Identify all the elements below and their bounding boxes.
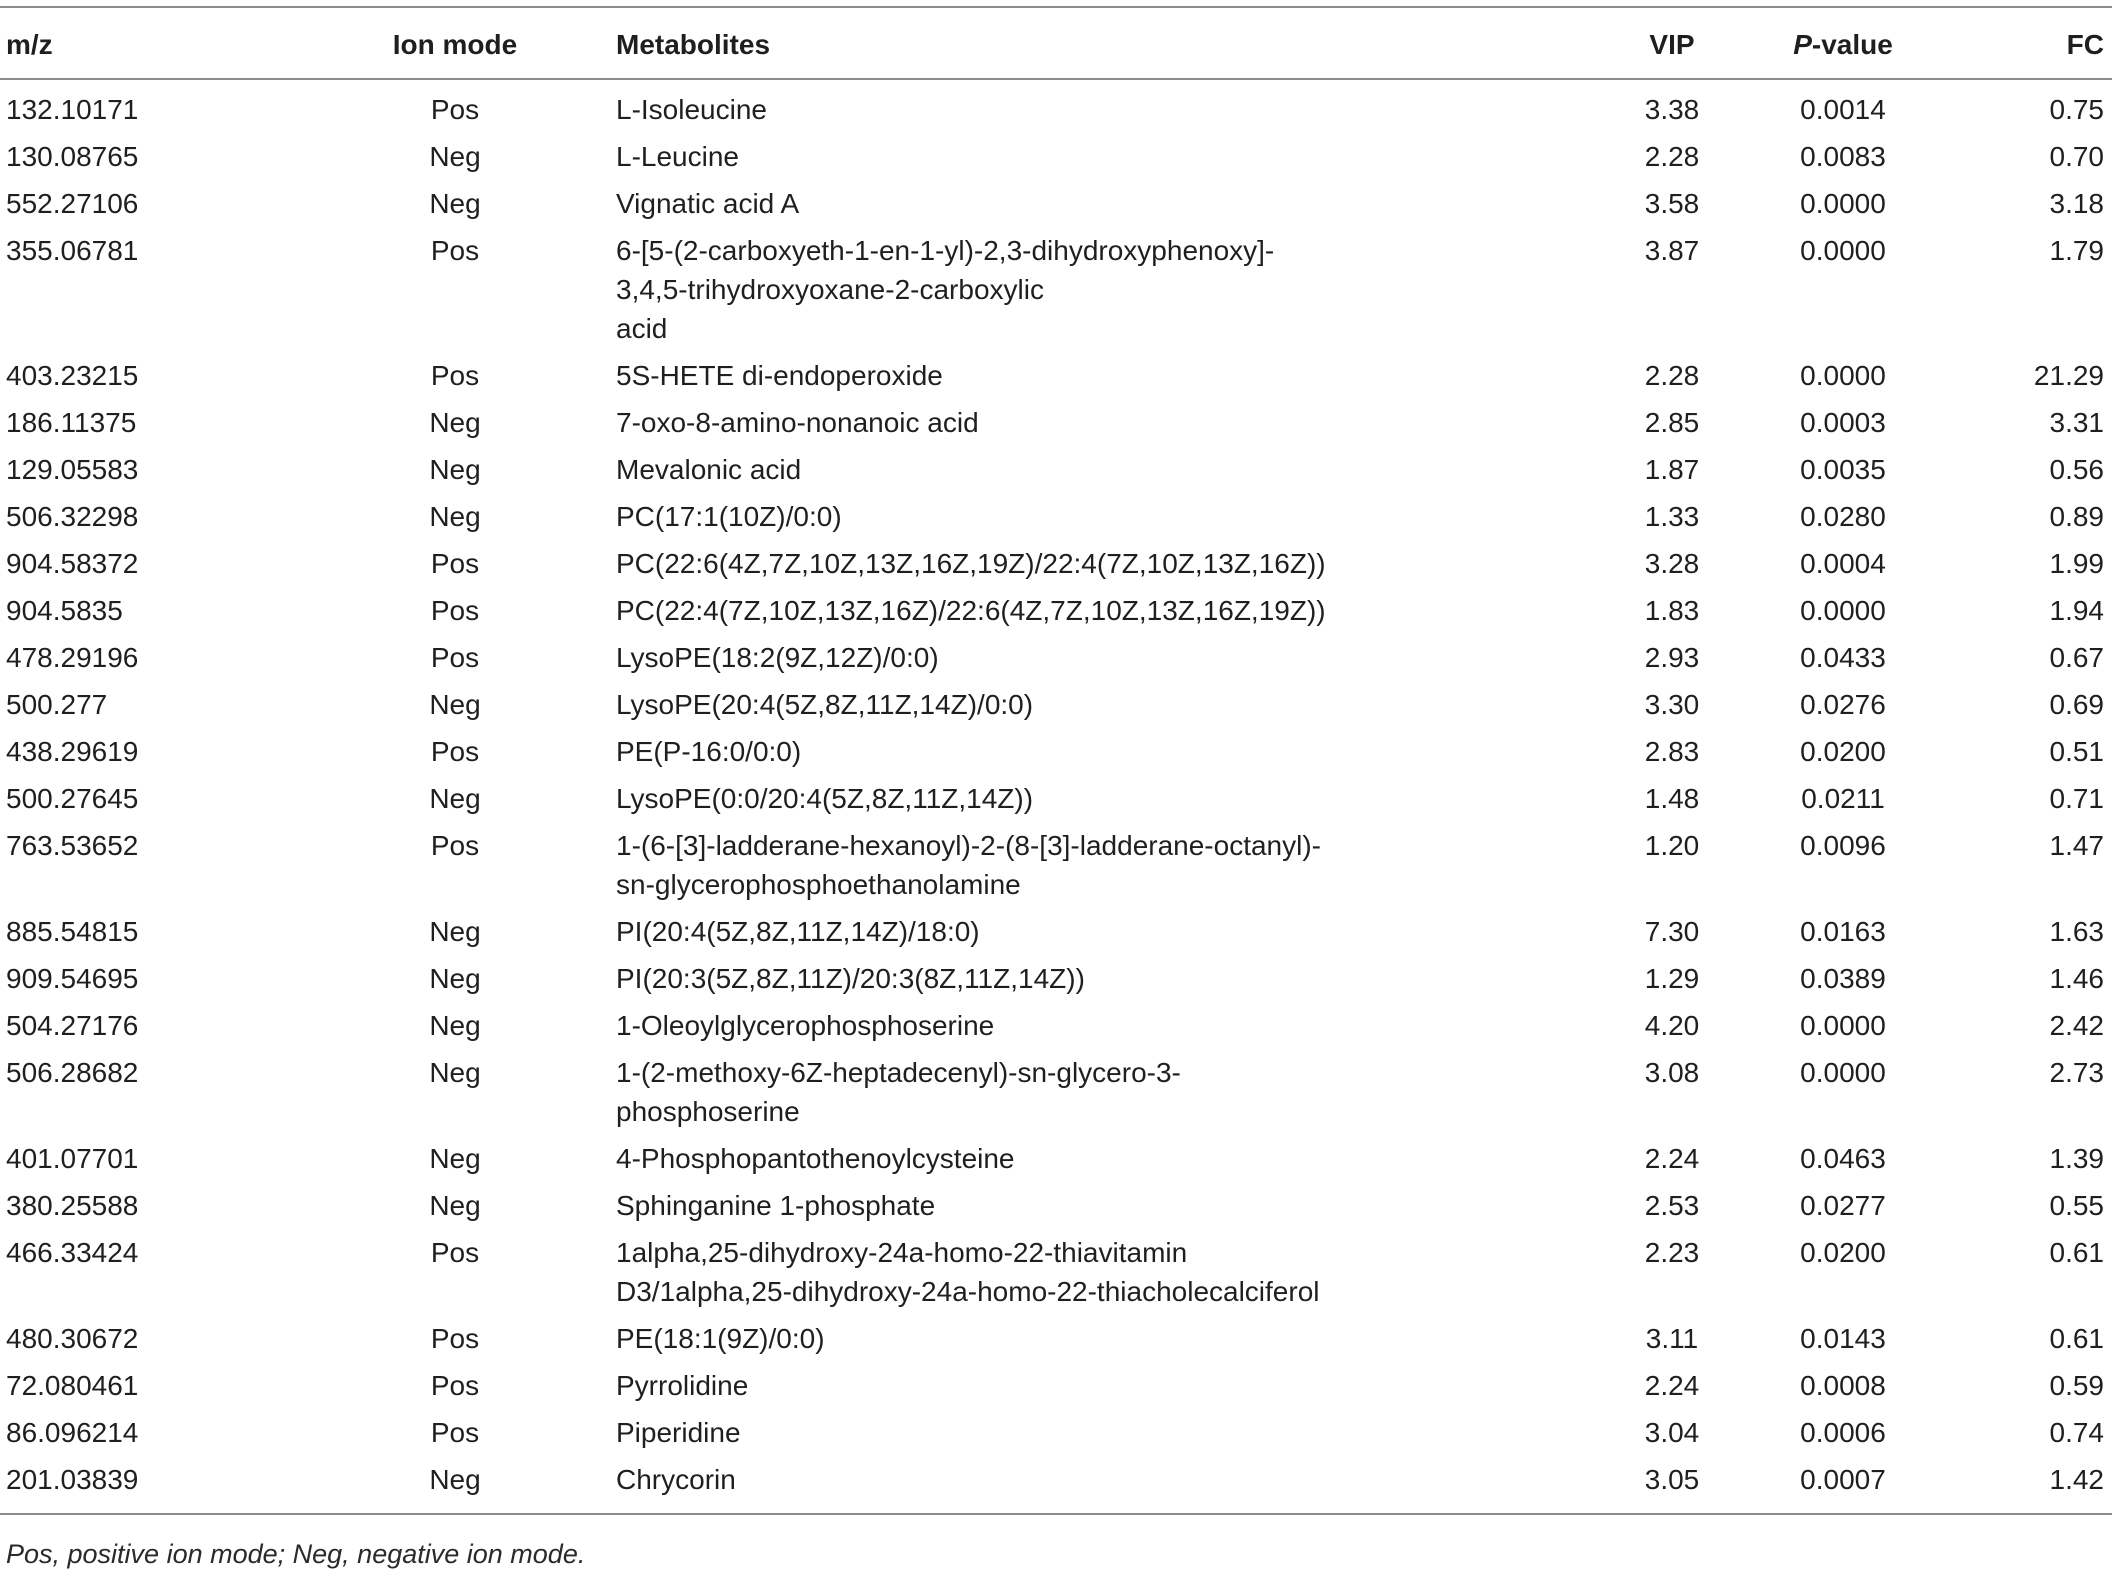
metabolite-line: PC(22:4(7Z,10Z,13Z,16Z)/22:6(4Z,7Z,10Z,13Z,16Z,19Z)): [616, 595, 1326, 626]
cell-mz: 500.27645: [6, 783, 139, 814]
cell-mz: 438.29619: [6, 736, 139, 767]
cell-vip: 1.20: [1644, 830, 1700, 861]
table-row: [0, 955, 2112, 1002]
metabolite-line: LysoPE(20:4(5Z,8Z,11Z,14Z)/0:0): [616, 689, 1034, 720]
cell-mz: 403.23215: [6, 360, 139, 391]
cell-p-value: 0.0000: [1800, 235, 1886, 266]
cell-metabolite: [610, 634, 1520, 681]
cell-mz: 506.28682: [6, 1057, 139, 1088]
table-row: [0, 728, 2112, 775]
header-row: [0, 7, 2112, 79]
cell-fc: 1.63: [2049, 916, 2104, 947]
cell-ion-mode: Pos: [430, 642, 480, 673]
cell-metabolite: [610, 728, 1520, 775]
cell-p-value: 0.0389: [1800, 963, 1886, 994]
cell-p-value: 0.0433: [1800, 642, 1886, 673]
cell-ion-mode: Neg: [429, 1190, 481, 1221]
cell-metabolite: [610, 399, 1520, 446]
cell-vip: 2.93: [1644, 642, 1700, 673]
cell-fc: 0.56: [2049, 454, 2104, 485]
cell-ion-mode: Pos: [430, 1370, 480, 1401]
table-header: [0, 7, 2112, 79]
cell-fc: 1.46: [2049, 963, 2104, 994]
cell-fc: 2.73: [2049, 1057, 2104, 1088]
cell-metabolite: [610, 1002, 1520, 1049]
cell-vip: 3.11: [1645, 1323, 1699, 1354]
metabolite-line: PI(20:4(5Z,8Z,11Z,14Z)/18:0): [616, 916, 980, 947]
cell-fc: 0.71: [2049, 783, 2104, 814]
cell-p-value: 0.0008: [1800, 1370, 1886, 1401]
metabolite-line: L-Isoleucine: [616, 94, 767, 125]
cell-ion-mode: Neg: [429, 916, 481, 947]
cell-mz: 506.32298: [6, 501, 139, 532]
cell-p-value: 0.0463: [1800, 1143, 1886, 1174]
cell-vip: 1.29: [1644, 963, 1700, 994]
metabolite-line: phosphoserine: [616, 1096, 800, 1127]
cell-fc: 21.29: [2033, 360, 2104, 391]
cell-p-value: 0.0096: [1800, 830, 1886, 861]
cell-metabolite: [610, 1362, 1520, 1409]
cell-metabolite: [610, 540, 1520, 587]
cell-fc: 1.99: [2049, 548, 2104, 579]
cell-p-value: 0.0163: [1800, 916, 1886, 947]
table-row: [0, 446, 2112, 493]
cell-fc: 1.39: [2049, 1143, 2104, 1174]
metabolite-line: D3/1alpha,25-dihydroxy-24a-homo-22-thiacholecalciferol: [616, 1276, 1320, 1307]
cell-vip: 3.05: [1644, 1464, 1700, 1495]
metabolite-line: 1-(2-methoxy-6Z-heptadecenyl)-sn-glycero-3-: [616, 1057, 1181, 1088]
table-row: [0, 540, 2112, 587]
cell-fc: 3.31: [2049, 407, 2104, 438]
cell-mz: 904.58372: [6, 548, 139, 579]
cell-metabolite: [610, 79, 1520, 133]
cell-ion-mode: Neg: [429, 1010, 481, 1041]
cell-ion-mode: Pos: [430, 830, 480, 861]
cell-metabolite: [610, 1315, 1520, 1362]
cell-vip: 3.58: [1644, 188, 1700, 219]
header-vip: VIP: [1649, 28, 1695, 60]
cell-vip: 2.23: [1644, 1237, 1700, 1268]
table-body: [0, 79, 2112, 1514]
cell-ion-mode: Pos: [430, 1323, 480, 1354]
cell-fc: 0.61: [2049, 1237, 2104, 1268]
cell-p-value: 0.0000: [1800, 360, 1886, 391]
table-row: [0, 352, 2112, 399]
metabolite-line: L-Leucine: [616, 141, 739, 172]
table-row: [0, 1229, 2112, 1315]
cell-fc: 0.59: [2049, 1370, 2104, 1401]
cell-ion-mode: Pos: [430, 1417, 480, 1448]
metabolites-table: [0, 6, 2112, 1515]
metabolite-line: Vignatic acid A: [616, 188, 800, 219]
metabolite-line: PC(17:1(10Z)/0:0): [616, 501, 842, 532]
table-row: [0, 775, 2112, 822]
metabolite-line: PE(18:1(9Z)/0:0): [616, 1323, 825, 1354]
cell-mz: 129.05583: [6, 454, 139, 485]
cell-ion-mode: Pos: [430, 235, 480, 266]
table-row: [0, 1315, 2112, 1362]
cell-metabolite: [610, 1456, 1520, 1514]
cell-mz: 909.54695: [6, 963, 139, 994]
metabolite-line: 6-[5-(2-carboxyeth-1-en-1-yl)-2,3-dihydroxyphenoxy]-: [616, 235, 1275, 266]
cell-ion-mode: Pos: [430, 1237, 480, 1268]
table-row: [0, 908, 2112, 955]
metabolite-line: PE(P-16:0/0:0): [616, 736, 802, 767]
cell-ion-mode: Neg: [429, 963, 481, 994]
cell-fc: 1.47: [2049, 830, 2104, 861]
cell-p-value: 0.0000: [1800, 188, 1886, 219]
cell-fc: 1.79: [2049, 235, 2104, 266]
cell-fc: 0.75: [2049, 94, 2104, 125]
cell-p-value: 0.0277: [1800, 1190, 1886, 1221]
cell-vip: 2.24: [1644, 1143, 1700, 1174]
cell-mz: 86.096214: [6, 1417, 139, 1448]
cell-p-value: 0.0000: [1800, 1057, 1886, 1088]
cell-metabolite: [610, 493, 1520, 540]
cell-metabolite: [610, 1049, 1520, 1135]
cell-vip: 2.28: [1644, 360, 1700, 391]
metabolite-line: 1alpha,25-dihydroxy-24a-homo-22-thiavitamin: [616, 1237, 1188, 1268]
cell-mz: 401.07701: [6, 1143, 139, 1174]
cell-vip: 2.24: [1644, 1370, 1700, 1401]
cell-vip: 1.48: [1644, 783, 1700, 814]
cell-mz: 130.08765: [6, 141, 139, 172]
cell-mz: 763.53652: [6, 830, 139, 861]
table-row: [0, 1002, 2112, 1049]
cell-ion-mode: Neg: [429, 188, 481, 219]
table-row: [0, 1456, 2112, 1514]
cell-p-value: 0.0007: [1800, 1464, 1886, 1495]
cell-metabolite: [610, 1409, 1520, 1456]
metabolite-line: sn-glycerophosphoethanolamine: [616, 869, 1021, 900]
cell-vip: 3.30: [1644, 689, 1700, 720]
table-row: [0, 1182, 2112, 1229]
cell-mz: 380.25588: [6, 1190, 139, 1221]
metabolite-line: 1-Oleoylglycerophosphoserine: [616, 1010, 995, 1041]
table-row: [0, 822, 2112, 908]
cell-p-value: 0.0003: [1800, 407, 1886, 438]
cell-vip: 2.28: [1644, 141, 1700, 172]
cell-mz: 132.10171: [6, 94, 139, 125]
cell-metabolite: [610, 822, 1520, 908]
table-footnote: Pos, positive ion mode; Neg, negative ion mode.: [6, 1539, 586, 1569]
cell-ion-mode: Pos: [430, 595, 480, 626]
metabolite-line: Chrycorin: [616, 1464, 736, 1495]
header-p-italic: P: [1793, 28, 1812, 60]
metabolite-line: 1-(6-[3]-ladderane-hexanoyl)-2-(8-[3]-ladderane-octanyl)-: [616, 830, 1321, 861]
cell-vip: 2.83: [1644, 736, 1700, 767]
metabolite-line: PI(20:3(5Z,8Z,11Z)/20:3(8Z,11Z,14Z)): [616, 963, 1085, 994]
metabolite-line: Mevalonic acid: [616, 454, 802, 485]
cell-mz: 186.11375: [6, 407, 137, 438]
cell-mz: 355.06781: [6, 235, 139, 266]
metabolite-line: LysoPE(18:2(9Z,12Z)/0:0): [616, 642, 939, 673]
cell-fc: 1.42: [2049, 1464, 2104, 1495]
table-row: [0, 493, 2112, 540]
cell-ion-mode: Neg: [429, 407, 481, 438]
cell-fc: 0.70: [2049, 141, 2104, 172]
header-metabolites: Metabolites: [616, 28, 771, 60]
cell-mz: 885.54815: [6, 916, 139, 947]
cell-fc: 0.69: [2049, 689, 2104, 720]
cell-metabolite: [610, 955, 1520, 1002]
table-row: [0, 180, 2112, 227]
cell-p-value: 0.0276: [1800, 689, 1886, 720]
cell-p-value: 0.0211: [1801, 783, 1885, 814]
cell-ion-mode: Pos: [430, 736, 480, 767]
metabolite-line: acid: [616, 313, 668, 344]
cell-p-value: 0.0000: [1800, 1010, 1886, 1041]
cell-ion-mode: Neg: [429, 1057, 481, 1088]
metabolite-line: 5S-HETE di-endoperoxide: [616, 360, 943, 391]
table-row: [0, 1362, 2112, 1409]
cell-p-value: 0.0004: [1800, 548, 1886, 579]
cell-p-value: 0.0200: [1800, 1237, 1886, 1268]
cell-fc: 0.51: [2049, 736, 2104, 767]
metabolite-line: Piperidine: [616, 1417, 741, 1448]
cell-metabolite: [610, 180, 1520, 227]
cell-ion-mode: Neg: [429, 454, 481, 485]
header-fc: FC: [2066, 28, 2104, 60]
cell-ion-mode: Pos: [430, 360, 480, 391]
cell-p-value: 0.0280: [1800, 501, 1886, 532]
header-mz: m/z: [6, 28, 53, 60]
cell-metabolite: [610, 908, 1520, 955]
cell-ion-mode: Pos: [430, 548, 480, 579]
cell-p-value: 0.0035: [1800, 454, 1886, 485]
cell-fc: 0.67: [2049, 642, 2104, 673]
cell-metabolite: [610, 446, 1520, 493]
cell-fc: 0.55: [2049, 1190, 2104, 1221]
cell-ion-mode: Pos: [430, 94, 480, 125]
cell-fc: 1.94: [2049, 595, 2104, 626]
cell-mz: 478.29196: [6, 642, 139, 673]
cell-ion-mode: Neg: [429, 1143, 481, 1174]
cell-vip: 1.33: [1644, 501, 1700, 532]
cell-fc: 0.89: [2049, 501, 2104, 532]
cell-p-value: 0.0000: [1800, 595, 1886, 626]
cell-vip: 1.87: [1644, 454, 1700, 485]
cell-metabolite: [610, 681, 1520, 728]
table-row: [0, 133, 2112, 180]
cell-mz: 466.33424: [6, 1237, 139, 1268]
table-row: [0, 634, 2112, 681]
metabolite-line: 3,4,5-trihydroxyoxane-2-carboxylic: [616, 274, 1044, 305]
table-row: [0, 587, 2112, 634]
cell-fc: 3.18: [2049, 188, 2104, 219]
cell-ion-mode: Neg: [429, 141, 481, 172]
header-p-value: [1720, 7, 1936, 79]
cell-vip: 3.08: [1644, 1057, 1700, 1088]
cell-metabolite: [610, 1229, 1520, 1315]
cell-p-value: 0.0006: [1800, 1417, 1886, 1448]
table-row: [0, 1135, 2112, 1182]
cell-mz: 500.277: [6, 689, 108, 720]
cell-mz: 72.080461: [6, 1370, 139, 1401]
cell-vip: 2.85: [1644, 407, 1700, 438]
cell-vip: 3.87: [1644, 235, 1700, 266]
cell-metabolite: [610, 1135, 1520, 1182]
cell-fc: 2.42: [2049, 1010, 2104, 1041]
cell-ion-mode: Neg: [429, 783, 481, 814]
cell-p-value: 0.0200: [1800, 736, 1886, 767]
cell-mz: 480.30672: [6, 1323, 139, 1354]
table-row: [0, 681, 2112, 728]
cell-mz: 552.27106: [6, 188, 139, 219]
cell-metabolite: [610, 352, 1520, 399]
cell-metabolite: [610, 227, 1520, 352]
header-ion-mode: Ion mode: [392, 28, 518, 60]
table-row: [0, 399, 2112, 446]
cell-vip: 3.38: [1644, 94, 1700, 125]
table-row: [0, 79, 2112, 133]
cell-vip: 4.20: [1644, 1010, 1700, 1041]
table-row: [0, 1049, 2112, 1135]
cell-ion-mode: Neg: [429, 1464, 481, 1495]
metabolite-line: LysoPE(0:0/20:4(5Z,8Z,11Z,14Z)): [616, 783, 1034, 814]
cell-metabolite: [610, 587, 1520, 634]
metabolite-line: 7-oxo-8-amino-nonanoic acid: [616, 407, 979, 438]
header-p-rest: -value: [1811, 28, 1893, 60]
table-row: [0, 227, 2112, 352]
cell-metabolite: [610, 133, 1520, 180]
cell-metabolite: [610, 775, 1520, 822]
cell-vip: 3.28: [1644, 548, 1700, 579]
table-row: [0, 1409, 2112, 1456]
cell-p-value: 0.0014: [1800, 94, 1886, 125]
cell-p-value: 0.0143: [1800, 1323, 1886, 1354]
metabolite-line: 4-Phosphopantothenoylcysteine: [616, 1143, 1015, 1174]
cell-mz: 201.03839: [6, 1464, 139, 1495]
cell-mz: 504.27176: [6, 1010, 139, 1041]
cell-fc: 0.61: [2049, 1323, 2104, 1354]
cell-ion-mode: Neg: [429, 501, 481, 532]
metabolite-line: Sphinganine 1-phosphate: [616, 1190, 936, 1221]
metabolite-line: Pyrrolidine: [616, 1370, 749, 1401]
cell-vip: 1.83: [1644, 595, 1700, 626]
metabolite-line: PC(22:6(4Z,7Z,10Z,13Z,16Z,19Z)/22:4(7Z,10Z,13Z,16Z)): [616, 548, 1326, 579]
cell-ion-mode: Neg: [429, 689, 481, 720]
cell-mz: 904.5835: [6, 595, 123, 626]
cell-vip: 7.30: [1644, 916, 1700, 947]
cell-vip: 2.53: [1644, 1190, 1700, 1221]
cell-vip: 3.04: [1644, 1417, 1700, 1448]
cell-p-value: 0.0083: [1800, 141, 1886, 172]
cell-fc: 0.74: [2049, 1417, 2104, 1448]
cell-metabolite: [610, 1182, 1520, 1229]
